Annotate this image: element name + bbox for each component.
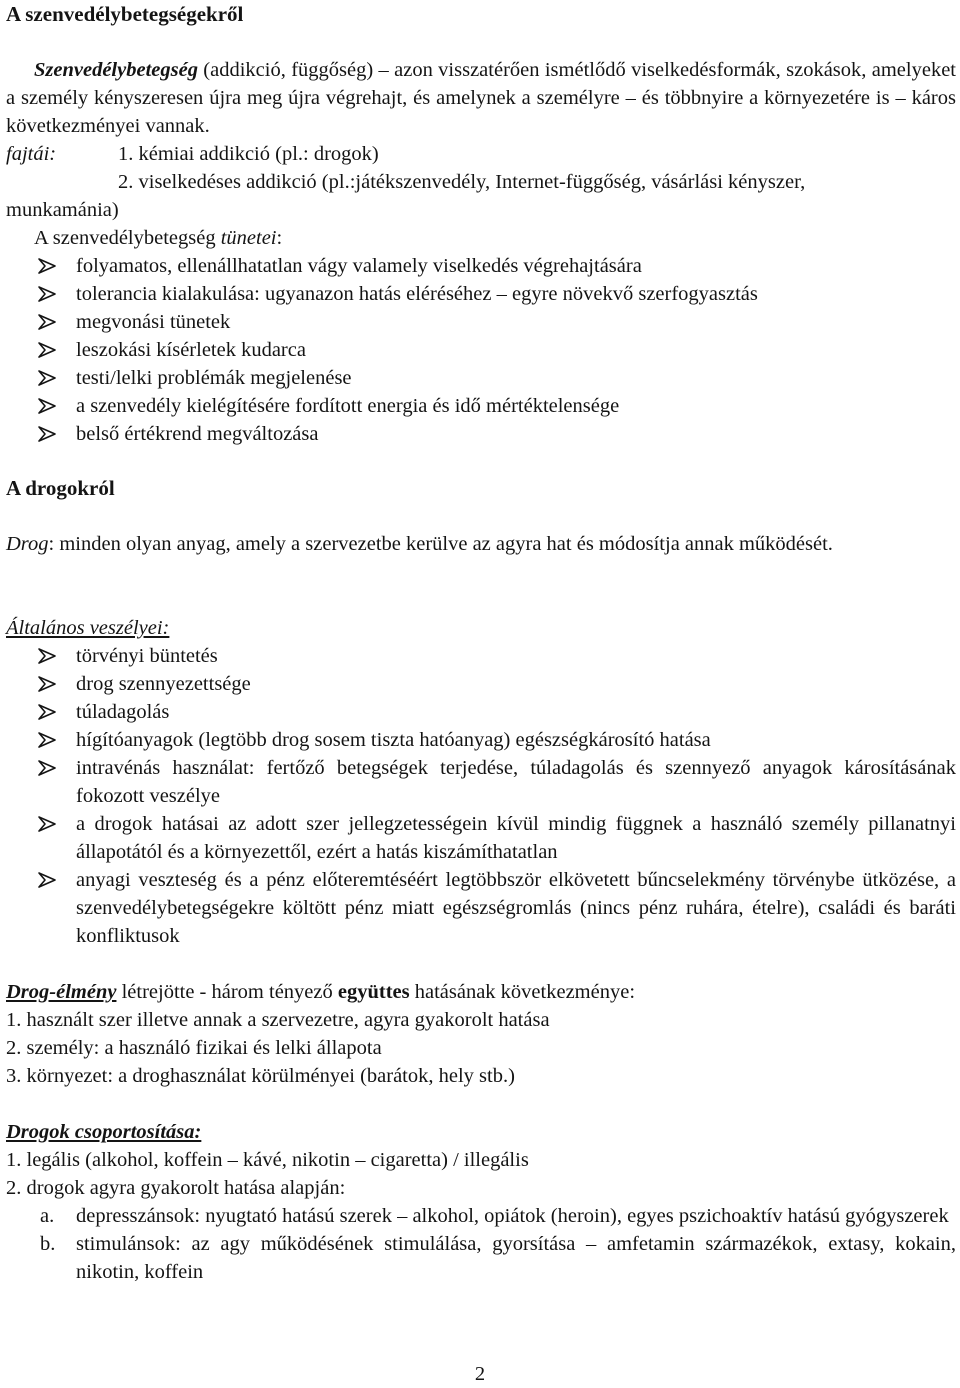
list-item-text: túladagolás xyxy=(76,701,170,723)
list-item xyxy=(6,670,956,698)
addiction-definition xyxy=(6,56,956,140)
definition-text: (addikció, függőség) – azon visszatérően ismétlődő viselkedésformák, szokások, amelyeket a személy kényszeresen újra meg újra végrehajt, és amelynek a személyre – és többnyire a környezetére is – káros következményei vannak. xyxy=(6,59,956,137)
arrow-bullet-icon xyxy=(36,810,58,838)
list-item-label: b. xyxy=(40,1233,56,1255)
type-chemical: 1. kémiai addikció (pl.: drogok) xyxy=(118,143,379,165)
list-item xyxy=(6,642,956,670)
list-item-text: stimulánsok: az agy működésének stimulálása, gyorsítása – amfetamin származékok, extasy, kokain, nikotin, koffein xyxy=(76,1233,956,1283)
list-item: 2. személy: a használó fizikai és lelki állapota xyxy=(6,1037,382,1059)
drug-experience-end: hatásának következménye: xyxy=(409,981,636,1003)
list-item-text: a drogok hatásai az adott szer jellegzetességein kívül mindig függnek a használó személy pillanatnyi állapotától és a környezettől, ezért a hatás kiszámíthatatlan xyxy=(76,813,956,863)
list-item xyxy=(6,364,956,392)
arrow-bullet-icon xyxy=(36,392,58,420)
types-label: fajtái: xyxy=(6,143,57,165)
list-item xyxy=(6,336,956,364)
list-item xyxy=(6,754,956,810)
list-item xyxy=(6,698,956,726)
dangers-list xyxy=(6,642,956,950)
list-item xyxy=(6,1230,956,1286)
drug-experience-heading xyxy=(6,978,956,1006)
list-item-text: belső értékrend megváltozása xyxy=(76,423,319,445)
addiction-types-row-1 xyxy=(6,140,956,168)
list-item-text: tolerancia kialakulása: ugyanazon hatás eléréséhez – egyre növekvő szerfogyasztás xyxy=(76,283,758,305)
list-item xyxy=(6,726,956,754)
list-item-text: folyamatos, ellenállhatatlan vágy valamely viselkedés végrehajtására xyxy=(76,255,642,277)
type-behavioral: 2. viselkedéses addikció (pl.:játékszenvedély, Internet-függőség, vásárlási kényszer, xyxy=(118,171,806,193)
list-item xyxy=(6,252,956,280)
list-item-text: testi/lelki problémák megjelenése xyxy=(76,367,352,389)
list-item-text: depresszánsok: nyugtató hatású szerek – alkohol, opiátok (heroin), egyes pszichoaktív hatású gyógyszerek xyxy=(76,1205,949,1227)
drug-groups-heading: Drogok csoportosítása: xyxy=(6,1121,202,1143)
drug-groups-list xyxy=(6,1146,956,1202)
type-behavioral-continued: munkamánia) xyxy=(6,199,119,221)
list-item xyxy=(6,392,956,420)
list-item xyxy=(6,1202,956,1230)
section-title-drugs: A drogokról xyxy=(6,476,115,500)
arrow-bullet-icon xyxy=(36,866,58,894)
list-item-label: a. xyxy=(40,1205,55,1227)
section-title-addiction: A szenvedélybetegségekről xyxy=(6,2,244,26)
drug-subgroups-list xyxy=(6,1202,956,1286)
symptoms-colon: : xyxy=(276,227,283,249)
symptoms-prefix: A szenvedélybetegség xyxy=(34,227,221,249)
symptoms-word: tünetei xyxy=(220,227,277,249)
arrow-bullet-icon xyxy=(36,670,58,698)
arrow-bullet-icon xyxy=(36,364,58,392)
list-item-text: drog szennyezettsége xyxy=(76,673,251,695)
list-item xyxy=(6,420,956,448)
list-item: 3. környezet: a droghasználat körülményei (barátok, hely stb.) xyxy=(6,1065,515,1087)
list-item: 1. legális (alkohol, koffein – kávé, nikotin – cigaretta) / illegális xyxy=(6,1149,529,1171)
symptoms-list xyxy=(6,252,956,448)
arrow-bullet-icon xyxy=(36,726,58,754)
arrow-bullet-icon xyxy=(36,642,58,670)
arrow-bullet-icon xyxy=(36,420,58,448)
drug-experience-list xyxy=(6,1006,956,1090)
list-item xyxy=(6,280,956,308)
list-item xyxy=(6,308,956,336)
list-item-text: megvonási tünetek xyxy=(76,311,231,333)
drug-definition xyxy=(6,530,956,558)
drug-experience-text: létrejötte - három tényező xyxy=(116,981,338,1003)
drug-definition-text: : minden olyan anyag, amely a szervezetbe kerülve az agyra hat és módosítja annak működését. xyxy=(48,533,833,555)
page-number: 2 xyxy=(474,1363,486,1385)
definition-term: Szenvedélybetegség xyxy=(34,59,198,81)
list-item xyxy=(6,810,956,866)
list-item-text: hígítóanyagok (legtöbb drog sosem tiszta hatóanyag) egészségkárosító hatása xyxy=(76,729,711,751)
list-item-text: a szenvedély kielégítésére fordított energia és idő mértéktelensége xyxy=(76,395,620,417)
list-item: 2. drogok agyra gyakorolt hatása alapján: xyxy=(6,1177,346,1199)
list-item xyxy=(6,866,956,950)
arrow-bullet-icon xyxy=(36,698,58,726)
drug-term: Drog xyxy=(6,533,49,555)
arrow-bullet-icon xyxy=(36,280,58,308)
list-item-text: intravénás használat: fertőző betegségek terjedése, túladagolás és szennyező anyagok károsításának fokozott veszélye xyxy=(76,757,956,807)
list-item-text: leszokási kísérletek kudarca xyxy=(76,339,306,361)
dangers-heading: Általános veszélyei: xyxy=(6,617,170,639)
drug-experience-bold: együttes xyxy=(337,981,410,1003)
list-item-text: anyagi veszteség és a pénz előteremtéséért legtöbbször elkövetett bűncselekmény törvénybe ütközése, a szenvedélybetegségekre költött pénz miatt egészségromlás (nincs pénz ruhára, ételre), családi és baráti konfliktusok xyxy=(76,869,956,947)
addiction-types-row-3 xyxy=(6,196,956,224)
arrow-bullet-icon xyxy=(36,252,58,280)
arrow-bullet-icon xyxy=(36,754,58,782)
drug-experience-term: Drog-élmény xyxy=(6,981,117,1003)
list-item: 1. használt szer illetve annak a szervezetre, agyra gyakorolt hatása xyxy=(6,1009,550,1031)
addiction-types-row-2 xyxy=(6,168,956,196)
list-item-text: törvényi büntetés xyxy=(76,645,218,667)
symptoms-heading xyxy=(34,224,960,252)
arrow-bullet-icon xyxy=(36,336,58,364)
arrow-bullet-icon xyxy=(36,308,58,336)
